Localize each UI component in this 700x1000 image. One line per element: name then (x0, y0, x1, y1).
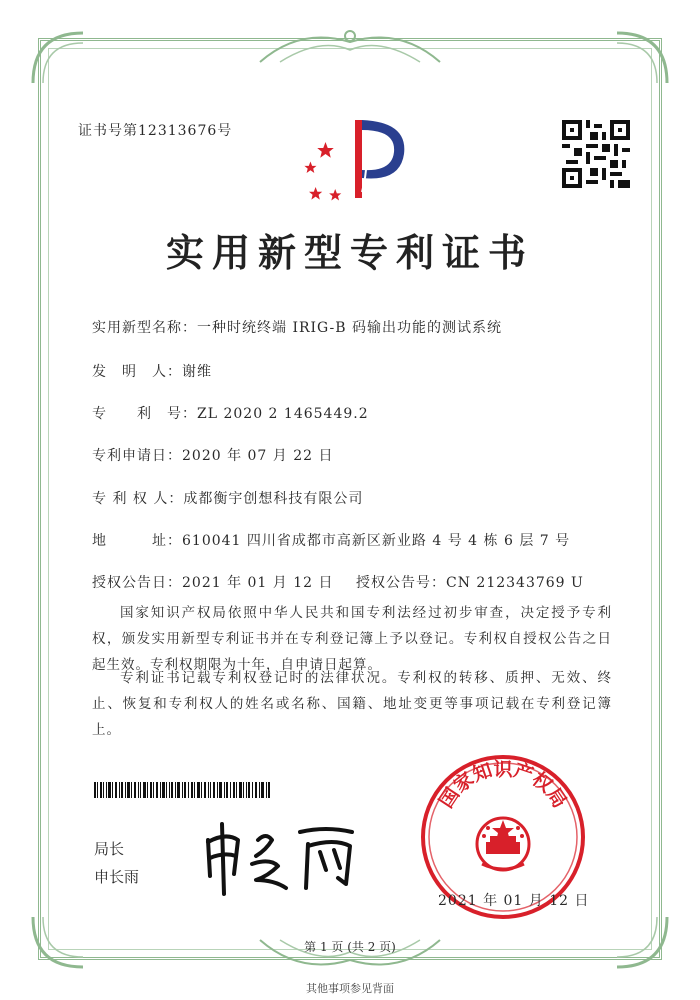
paragraph-grant-statement: 国家知识产权局依照中华人民共和国专利法经过初步审查，决定授予专利权，颁发实用新型专利证书并在专利登记簿上予以登记。专利权自授权公告之日起生效。专利权期限为十年，自申请日起算。 (92, 605, 612, 673)
field-value: ZL 2020 2 1465449.2 (197, 406, 369, 422)
field-grant-number (356, 572, 584, 592)
field-patent-number (92, 403, 369, 423)
field-label: 专利申请日： (92, 448, 182, 464)
field-value: 610041 四川省成都市高新区新业路 4 号 4 栋 6 层 7 号 (182, 533, 571, 549)
field-patentee (92, 488, 363, 508)
field-value: 一种时统终端 IRIG-B 码输出功能的测试系统 (197, 320, 502, 336)
field-value: 成都衡宇创想科技有限公司 (183, 491, 364, 507)
corner-ornament-tl (28, 28, 88, 88)
field-label: 授权公告日： (92, 575, 182, 591)
field-utility-model-name (92, 317, 502, 337)
qr-code (562, 120, 630, 188)
field-value: 2020 年 07 月 22 日 (182, 448, 334, 464)
paragraph-legal-status: 专利证书记载专利权登记时的法律状况。专利权的转移、质押、无效、终止、恢复和专利权人的姓名或名称、国籍、地址变更等事项记载在专利登记簿上。 (92, 670, 612, 738)
seal-text: 国家知识产权局 (435, 758, 571, 812)
field-value: 谢维 (182, 364, 212, 380)
field-label: 实用新型名称： (92, 320, 197, 336)
certificate-number: 证书号第12313676号 (78, 123, 233, 139)
top-ornament (250, 22, 450, 72)
field-application-date (92, 445, 334, 465)
field-grant-date (92, 572, 334, 592)
page-number: 第 1 页 (共 2 页) (304, 940, 396, 954)
field-value: 2021 年 01 月 12 日 (182, 575, 334, 591)
field-label: 授权公告号： (356, 575, 446, 591)
field-label: 地 址： (92, 533, 182, 549)
field-inventor (92, 361, 212, 381)
director-title: 局长 (94, 840, 125, 858)
national-emblem-icon (477, 818, 529, 870)
field-label: 专 利 号： (92, 406, 197, 422)
footnote: 其他事项参见背面 (306, 982, 394, 995)
cnipa-logo-icon (300, 112, 412, 204)
field-label: 专 利 权 人： (92, 491, 184, 507)
barcode (94, 782, 270, 798)
director-name: 申长雨 (94, 868, 140, 886)
corner-ornament-tr (612, 28, 672, 88)
seal-date: 2021 年 01 月 12 日 (438, 893, 590, 909)
field-value: CN 212343769 U (446, 575, 584, 591)
field-label: 发 明 人： (92, 364, 182, 380)
handwritten-signature (196, 818, 366, 898)
page-title: 实用新型专利证书 (165, 230, 534, 275)
field-address (92, 530, 570, 550)
